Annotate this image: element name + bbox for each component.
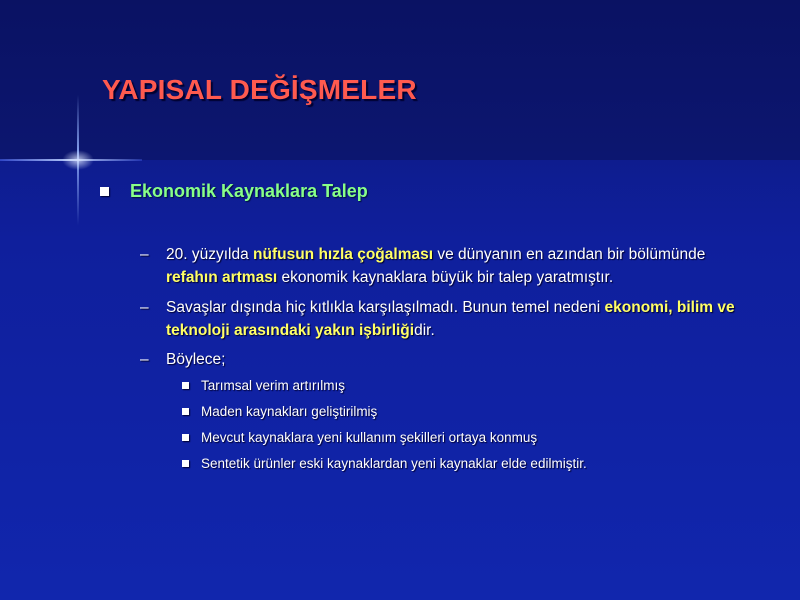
square-bullet-icon	[100, 187, 109, 196]
list-item-text: Mevcut kaynaklara yeni kullanım şekilleri ortaya konmuş	[201, 430, 538, 445]
highlight-text: ekonomi, bilim ve teknoloji arasındaki yakın işbirliği	[166, 299, 735, 339]
square-bullet-icon	[182, 382, 189, 389]
list-item	[182, 430, 537, 445]
dash-icon: –	[140, 246, 149, 263]
square-bullet-icon	[182, 434, 189, 441]
highlight-text: nüfusun hızla çoğalması	[253, 246, 434, 263]
list-item-text: Tarımsal verim artırılmış	[201, 378, 346, 393]
sub-bullet-2	[140, 296, 760, 342]
sub-bullet-1-text: 20. yüzyılda nüfusun hızla çoğalması ve dünyanın en azından bir bölümünde refahın artması ekonomik kaynaklara büyük bir talep yaratmıştır.	[166, 246, 706, 286]
main-bullet	[100, 181, 368, 202]
dash-icon: –	[140, 299, 149, 316]
list-item	[182, 404, 377, 419]
list-item	[182, 378, 345, 393]
main-bullet-text: Ekonomik Kaynaklara Talep	[130, 181, 368, 201]
sub-bullet-1	[140, 243, 760, 289]
highlight-text: refahın artması	[166, 269, 278, 286]
slide-title: YAPISAL DEĞİŞMELER	[102, 74, 417, 105]
decorative-glow	[62, 150, 94, 170]
dash-icon: –	[140, 351, 149, 368]
list-item-text: Sentetik ürünler eski kaynaklardan yeni kaynaklar elde edilmiştir.	[201, 456, 587, 471]
sub-bullet-2-text: Savaşlar dışında hiç kıtlıkla karşılaşılmadı. Bunun temel nedeni ekonomi, bilim ve teknoloji arasındaki yakın işbirliğidir.	[166, 299, 735, 339]
square-bullet-icon	[182, 460, 189, 467]
sub-bullet-3-text: Böylece;	[166, 351, 226, 368]
sub-bullet-3	[140, 348, 760, 371]
list-item	[182, 456, 587, 471]
list-item-text: Maden kaynakları geliştirilmiş	[201, 404, 378, 419]
square-bullet-icon	[182, 408, 189, 415]
